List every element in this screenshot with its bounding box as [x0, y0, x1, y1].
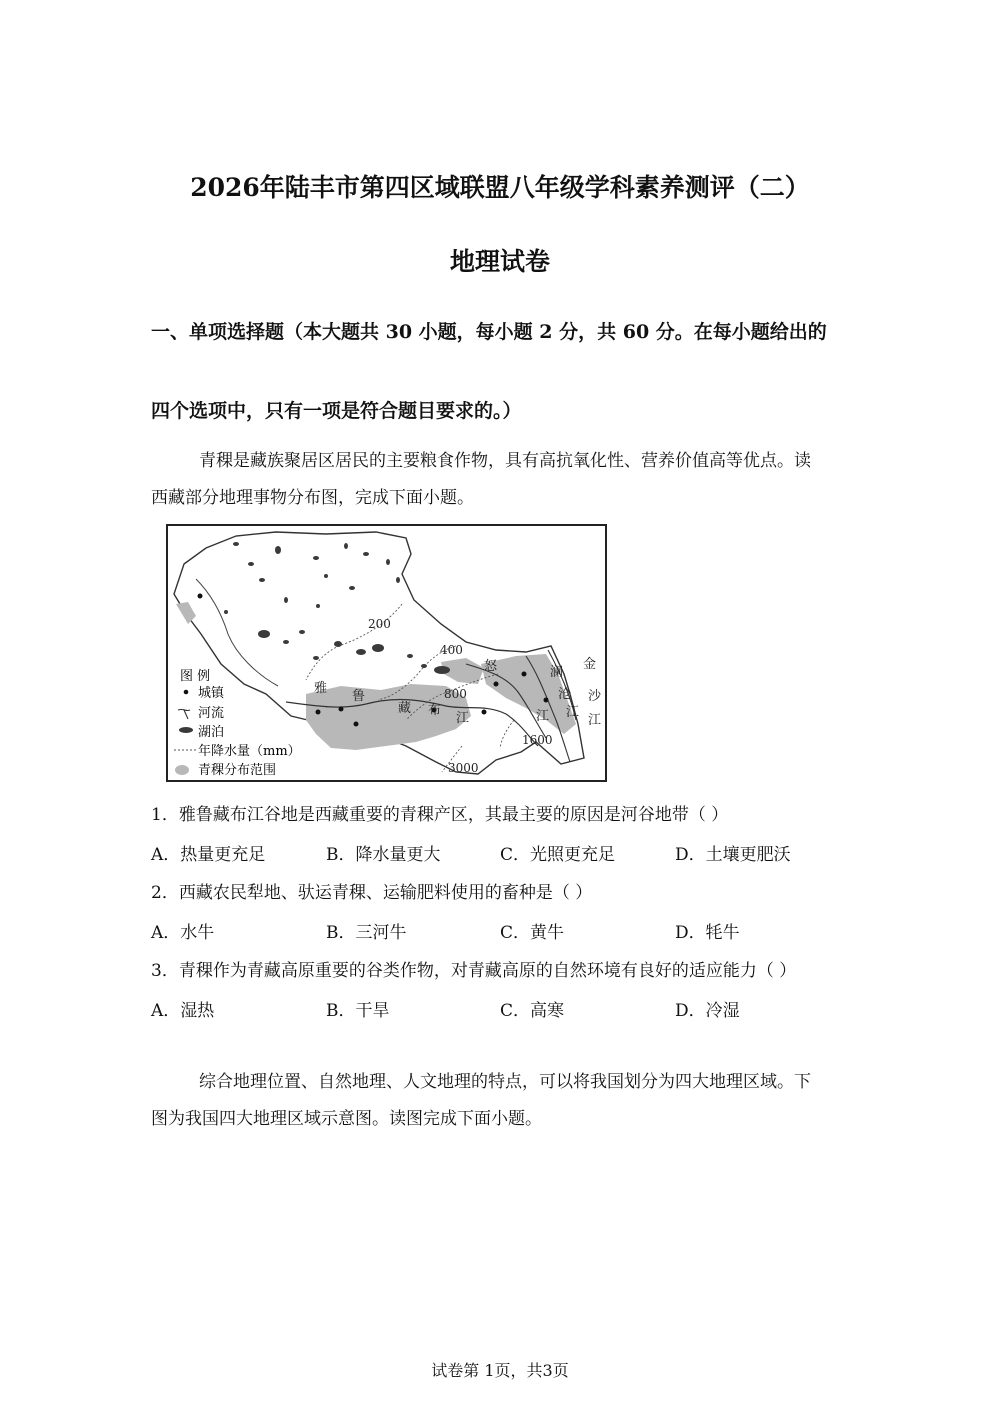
legend-barley-icon — [175, 765, 189, 775]
river-label-cang: 沧 — [558, 687, 572, 702]
passage-1-line1: 青稞是藏族聚居区居民的主要粮食作物，具有高抗氧化性、营养价值高等优点。读 — [199, 451, 811, 471]
river-label-bu: 布 — [428, 703, 442, 718]
section-heading-line1: 一、单项选择题（本大题共 30 小题，每小题 2 分，共 60 分。在每小题给出的 — [151, 321, 827, 343]
section-heading-line2: 四个选项中，只有一项是符合题目要求的。） — [151, 400, 522, 422]
isohyet-label-1600: 1600 — [522, 733, 553, 747]
passage-2-line2: 图为我国四大地理区域示意图。读图完成下面小题。 — [151, 1109, 542, 1129]
question-1-option-a[interactable]: A．热量更充足 — [151, 845, 266, 865]
question-3-stem: 3．青稞作为青藏高原重要的谷类作物，对青藏高原的自然环境有良好的适应能力（ ） — [151, 961, 797, 981]
tibet-map — [166, 524, 607, 782]
question-1-stem: 1．雅鲁藏布江谷地是西藏重要的青稞产区，其最主要的原因是河谷地带（ ） — [151, 805, 729, 825]
river-label-ya: 雅 — [314, 681, 328, 696]
page-footer: 试卷第 1页，共3页 — [431, 1361, 569, 1380]
river-label-jin: 金 — [583, 657, 597, 672]
question-2-option-d[interactable]: D．牦牛 — [675, 923, 740, 943]
exam-subject: 地理试卷 — [449, 247, 550, 276]
isohyet-label-200: 200 — [368, 617, 391, 631]
legend-town-icon — [184, 690, 189, 695]
question-3-option-c[interactable]: C．高寒 — [500, 1001, 565, 1021]
legend-lake-icon — [179, 727, 193, 733]
legend-barley: 青稞分布范围 — [198, 763, 277, 778]
legend-title: 图 例 — [180, 669, 211, 684]
river-label-lancang-jiang: 江 — [566, 705, 580, 720]
river-label-nu-jiang: 江 — [536, 709, 550, 724]
river-label-jiang: 江 — [456, 711, 470, 726]
question-1-option-d[interactable]: D．土壤更肥沃 — [675, 845, 791, 865]
isohyet-label-800: 800 — [444, 687, 467, 701]
exam-title: 2026年陆丰市第四区域联盟八年级学科素养测评（二） — [190, 173, 810, 202]
river-label-sha: 沙 — [588, 689, 602, 704]
river-label-zang: 藏 — [398, 701, 412, 716]
isohyet-label-400: 400 — [440, 643, 463, 657]
river-label-nu: 怒 — [484, 659, 498, 674]
legend-lake: 湖泊 — [198, 725, 225, 740]
question-2-option-c[interactable]: C．黄牛 — [500, 923, 565, 943]
question-3-option-a[interactable]: A．湿热 — [151, 1001, 215, 1021]
river-label-lan: 澜 — [550, 665, 564, 680]
legend-isohyet: 年降水量（mm） — [198, 744, 301, 759]
passage-2-line1: 综合地理位置、自然地理、人文地理的特点，可以将我国划分为四大地理区域。下 — [199, 1072, 811, 1092]
question-3-option-d[interactable]: D．冷湿 — [675, 1001, 740, 1021]
river-label-lu: 鲁 — [352, 689, 366, 704]
isohyet-label-3000: 3000 — [448, 761, 479, 775]
passage-1-line2: 西藏部分地理事物分布图，完成下面小题。 — [151, 488, 474, 508]
passage-1 — [151, 443, 835, 517]
question-1-option-b[interactable]: B．降水量更大 — [326, 845, 441, 865]
question-2-option-a[interactable]: A．水牛 — [151, 923, 215, 943]
question-2-option-b[interactable]: B．三河牛 — [326, 923, 407, 943]
passage-2 — [151, 1064, 835, 1138]
river-label-jinsha-jiang: 江 — [588, 713, 602, 728]
question-2-stem: 2．西藏农民犁地、驮运青稞、运输肥料使用的畜种是（ ） — [151, 883, 593, 903]
legend-river: 河流 — [198, 706, 225, 721]
legend-town: 城镇 — [198, 686, 225, 701]
tibet-map-figure — [166, 524, 607, 782]
question-3-option-b[interactable]: B．干旱 — [326, 1001, 390, 1021]
question-1-option-c[interactable]: C．光照更充足 — [500, 845, 616, 865]
